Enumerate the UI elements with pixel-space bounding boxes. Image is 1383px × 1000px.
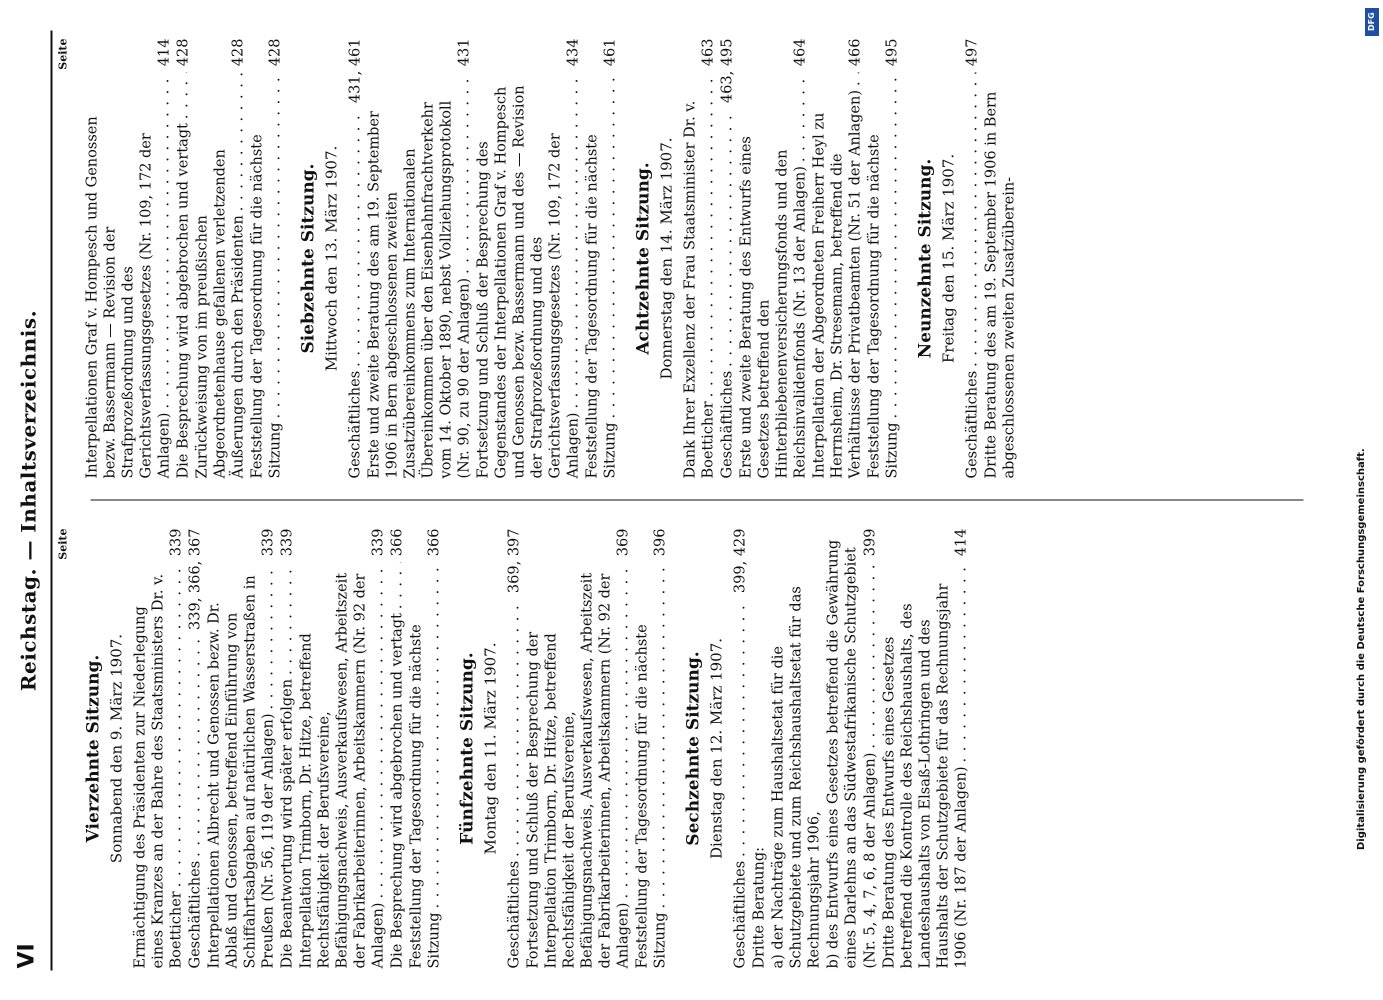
footer-text: Digitalisierung gefördert durch die Deutsche Forschungsgemeinschaft. — [1356, 448, 1367, 850]
toc-entry-text: Feststellung der Tagesordnung für die nächste Sitzung . . . — [583, 72, 619, 478]
toc-entry — [824, 528, 860, 968]
toc-entry — [865, 38, 901, 478]
session-date: Donnerstag den 14. März 1907. — [657, 136, 675, 380]
seite-label: Seite — [56, 38, 69, 70]
toc-entry-text: Zurückweisung von im preußischen Abgeordnetenhause gefallenen verletzenden Äußerungen durch den Präsidenten . . . — [193, 72, 247, 478]
toc-entry — [193, 38, 247, 478]
session-section — [633, 38, 901, 478]
toc-entry-text: Dank Ihrer Exzellenz der Frau Staatsminister Dr. v. Boetticher . . . — [681, 72, 717, 478]
toc-entry-pages: 369, 397 — [506, 528, 522, 593]
toc-entry-pages: 434 — [565, 38, 581, 66]
toc-entry-text: Dritte Beratung des Entwurfs eines Gesetzes betreffend die Kontrolle des Reichshaushalts, des Landeshaushalts von Elsaß-Lothringen und des Haushalts der Schutzgebiete für das Rechnungsjahr 1906 (Nr. 187 der Anlagen) . . . — [880, 562, 970, 968]
dfg-logo: DFG — [1365, 8, 1379, 36]
digitization-footer — [1356, 150, 1380, 850]
session-section — [457, 528, 669, 968]
toc-entry-pages: 369 — [615, 528, 631, 556]
toc-entry — [810, 38, 864, 478]
toc-entry-pages: 461 — [602, 38, 618, 66]
toc-entry — [474, 38, 582, 478]
toc-entry-text: Geschäftliches . . . — [186, 635, 204, 968]
toc-entry — [297, 528, 387, 968]
header-rule — [50, 30, 52, 970]
toc-entry — [83, 38, 173, 478]
toc-entry — [248, 38, 284, 478]
toc-entry-text: Dritte Beratung des am 19. September 1906 in Bern abgeschlossenen zweiten Zusatzüberein- — [983, 91, 1017, 478]
session-date: Montag den 11. März 1907. — [481, 642, 499, 855]
toc-entry-text: Geschäftliches . . . — [731, 599, 749, 968]
toc-entry-pages: 431 — [456, 38, 472, 66]
toc-entry-text: Interpellationen Graf v. Hompesch und Genossen bezw. Bassermann — Revision der Strafprozeßordnung und des Gerichtsverfassungsgesetzes (Nr. 109, 172 der Anlagen) . . . — [83, 72, 173, 478]
session-heading: Sechzehnte Sitzung. — [683, 650, 703, 846]
toc-entry — [174, 38, 192, 478]
session-heading: Fünfzehnte Sitzung. — [457, 651, 477, 845]
toc-entry — [861, 528, 879, 968]
toc-entry-text: a) der Nachträge zum Haushaltsetat für die Schutzgebiete und zum Reichshaushaltsetat für das Rechnungsjahr 1906, — [770, 585, 822, 968]
toc-entry — [505, 528, 523, 968]
left-column — [56, 528, 971, 968]
toc-entry — [750, 528, 768, 968]
session-section — [298, 38, 619, 478]
toc-entry-pages: 399 — [862, 528, 878, 556]
toc-entry-text: Dritte Beratung: — [751, 846, 767, 968]
toc-entry-text: Interpellationen Albrecht und Genossen bezw. Dr. Ablaß und Genossen, betreffend Einführung von Schiffahrtsabgaben auf natürlichen Wasserstraßen in Preußen (Nr. 56, 119 der Anlagen) . . . — [205, 562, 277, 968]
toc-entry — [407, 528, 443, 968]
toc-entry-text: Geschäftliches . . . — [346, 109, 364, 478]
toc-entry-pages: 339 — [260, 528, 276, 556]
right-column — [56, 38, 1019, 478]
toc-entry — [346, 38, 364, 478]
toc-entry-pages: 339 — [370, 528, 386, 556]
toc-entry — [633, 528, 669, 968]
toc-entry-text: Geschäftliches . . . — [963, 72, 981, 478]
toc-entry — [681, 38, 717, 478]
session-heading: Vierzehnte Sitzung. — [83, 654, 103, 842]
toc-entry-pages: 497 — [964, 38, 980, 66]
toc-entry — [583, 38, 619, 478]
toc-entry-pages: 463 — [700, 38, 716, 66]
toc-entry — [982, 38, 1018, 478]
toc-entry — [963, 38, 981, 478]
page-header — [8, 0, 48, 1000]
session-date: Dienstag den 12. März 1907. — [707, 637, 725, 859]
session-section — [83, 528, 443, 968]
toc-entry-text: Interpellation Trimborn, Dr. Hitze, betreffend Rechtsfähigkeit der Berufsvereine, Befähigungsnachweis, Ausverkaufswesen, Arbeitszeit der Fabrikarbeiterinnen, Arbeitskammern (Nr. 92 der Anlagen) . . . — [297, 562, 387, 968]
toc-entry-text: Erste und zweite Beratung des Entwurfs eines Gesetzes betreffend den Hinterbliebenenversicherungsfonds und den Reichsinvalidenfonds (Nr. 13 der Anlagen) . . . — [737, 72, 809, 478]
session-date: Mittwoch den 13. März 1907. — [322, 145, 340, 371]
toc-entry-text: (Nr. 5, 4, 7, 6, 8 der Anlagen) . . . — [861, 562, 879, 968]
toc-entry — [131, 528, 185, 968]
toc-entry-text: Ermächtigung des Präsidenten zur Niederlegung eines Kranzes an der Bahre des Staatsministers Dr. v. Boetticher . . . — [131, 562, 185, 968]
running-title: Reichstag. — Inhaltsverzeichnis. — [16, 309, 40, 691]
session-date: Freitag den 15. März 1907. — [939, 153, 957, 363]
toc-entry — [718, 38, 736, 478]
toc-entry-pages: 495 — [884, 38, 900, 66]
toc-entry — [186, 528, 204, 968]
session-section — [683, 528, 970, 968]
toc-entry-text: Feststellung der Tagesordnung für die nächste Sitzung . . . — [633, 562, 669, 968]
toc-entry-pages: 396 — [652, 528, 668, 556]
toc-entry — [880, 528, 970, 968]
toc-entry-text: Geschäftliches . . . — [505, 599, 523, 968]
toc-entry-pages: 463, 495 — [719, 38, 735, 103]
toc-entry-pages: 428 — [175, 38, 191, 66]
toc-entry-pages: 466 — [847, 38, 863, 66]
toc-entry-pages: 366 — [426, 528, 442, 556]
toc-entry-text: Fortsetzung und Schluß der Besprechung der Interpellation Trimborn, Dr. Hitze, betreffend Rechtsfähigkeit der Berufsvereine, Befähigungsnachweis, Ausverkaufswesen, Arbeitszeit der Fabrikarbeiterinnen, Arbeitskammern (Nr. 92 der Anlagen) . . . — [524, 562, 632, 968]
toc-entry-pages: 414 — [953, 528, 969, 556]
toc-entry-pages: 464 — [792, 38, 808, 66]
toc-entry-text: Fortsetzung und Schluß der Besprechung des Gegenstandes der Interpellationen Graf v. Hompesch und Genossen bezw. Bassermann und des — Revision der Strafprozeßordnung und des Gerichtsverfassungsgesetzes (Nr. 109, 172 der Anlagen) . . . — [474, 72, 582, 478]
toc-entry-pages: 414 — [156, 38, 172, 66]
toc-entry-text: Erste und zweite Beratung des am 19. September 1906 in Bern abgeschlossenen zweiten Zusatzübereinkommens zum Internationalen Übereinkommen über den Eisenbahnfrachtverkehr vom 14. Oktober 1890, nebst Vollziehungsprotokoll (Nr. 90, zu 90 der Anlagen) . . . — [365, 72, 473, 478]
toc-entry — [769, 528, 823, 968]
toc-entry-pages: 339 — [168, 528, 184, 556]
toc-entry — [278, 528, 296, 968]
seite-label: Seite — [56, 528, 69, 560]
toc-entry-pages: 366 — [389, 528, 405, 556]
toc-entry-text: b) des Entwurfs eines Gesetzes betreffend die Gewährung eines Darlehns an das Südwestafrikanische Schutzgebiet — [825, 539, 859, 968]
toc-entry-pages: 428 — [267, 38, 283, 66]
toc-entry-pages: 339 — [279, 528, 295, 556]
toc-entry-pages: 431, 461 — [347, 38, 363, 103]
toc-entry — [205, 528, 277, 968]
session-heading: Achtzehnte Sitzung. — [633, 161, 653, 355]
toc-entry-text: Feststellung der Tagesordnung für die nächste Sitzung . . . — [407, 562, 443, 968]
page-number: VI — [14, 942, 39, 968]
toc-entry — [388, 528, 406, 968]
toc-entry-pages: 428 — [230, 38, 246, 66]
toc-entry-text: Feststellung der Tagesordnung für die nächste Sitzung . . . — [865, 72, 901, 478]
toc-entry-text: Die Besprechung wird abgebrochen und vertagt . . . — [174, 72, 192, 478]
toc-entry-text: Interpellation der Abgeordneten Freiherr Heyl zu Herrnsheim, Dr. Stresemann, betreffend die Verhältnisse der Privatbeamten (Nr. 51 der Anlagen) . . . — [810, 72, 864, 478]
toc-entry-pages: 399, 429 — [732, 528, 748, 593]
toc-entry — [524, 528, 632, 968]
toc-entry-text: Feststellung der Tagesordnung für die nächste Sitzung . . . — [248, 72, 284, 478]
toc-entry — [365, 38, 473, 478]
session-section — [83, 38, 284, 478]
toc-entry-text: Die Besprechung wird abgebrochen und vertagt . . . — [388, 562, 406, 968]
session-section — [915, 38, 1018, 478]
column-divider — [90, 499, 1303, 500]
toc-entry — [731, 528, 749, 968]
session-date: Sonnabend den 9. März 1907. — [107, 633, 125, 863]
toc-entry-pages: 339, 366, 367 — [187, 528, 203, 630]
session-heading: Neunzehnte Sitzung. — [915, 158, 935, 358]
toc-entry — [737, 38, 809, 478]
toc-entry-text: Die Beantwortung wird später erfolgen . . . — [278, 562, 296, 968]
session-heading: Siebzehnte Sitzung. — [298, 163, 318, 353]
toc-entry-text: Geschäftliches . . . — [718, 109, 736, 478]
